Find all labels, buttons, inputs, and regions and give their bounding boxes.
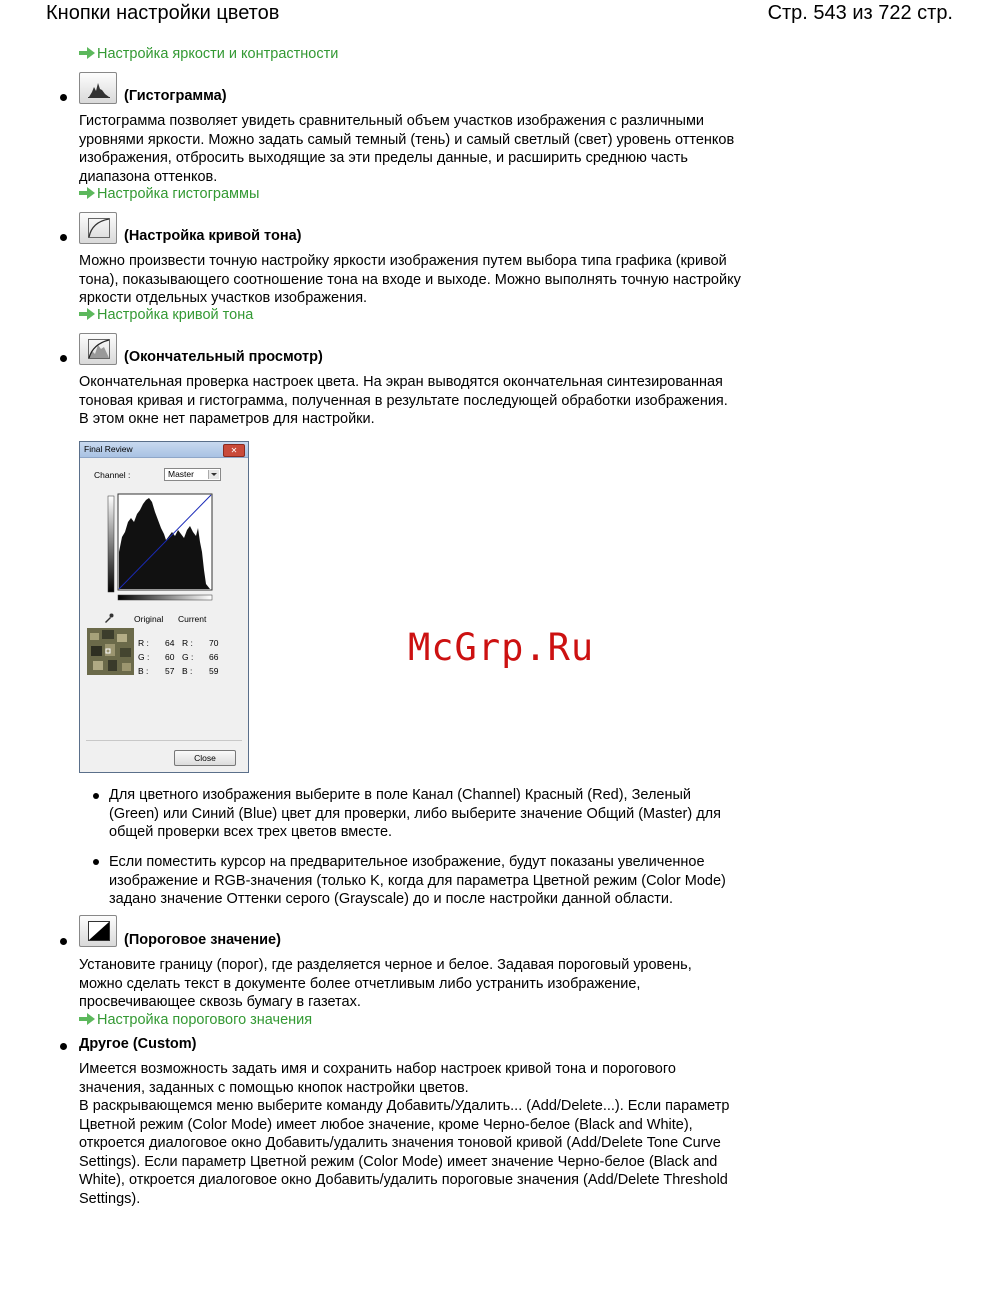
- bullet: [60, 94, 67, 101]
- section-heading-custom: Другое (Custom): [79, 1036, 197, 1052]
- threshold-button[interactable]: [79, 915, 117, 947]
- current-label: Current: [178, 614, 207, 624]
- sub-bullet: [93, 859, 99, 865]
- section-heading-threshold: (Пороговое значение): [124, 932, 281, 948]
- cur-g-label: G :: [182, 652, 194, 662]
- link-label: Настройка кривой тона: [97, 307, 254, 323]
- cur-b-label: B :: [182, 666, 193, 676]
- threshold-icon: [88, 921, 110, 941]
- section-heading-tone-curve: (Настройка кривой тона): [124, 228, 302, 244]
- chevron-down-icon: [208, 470, 219, 479]
- orig-b-label: B :: [138, 666, 149, 676]
- channel-note: Для цветного изображения выберите в поле Канал (Channel) Красный (Red), Зеленый (Green) или Синий (Blue) цвет для проверки, либо выберите значение Общий (Master) для общей проверки всех трех цветов вместе.: [109, 787, 721, 840]
- close-icon[interactable]: ✕: [223, 444, 245, 457]
- cur-r-label: R :: [182, 638, 193, 648]
- orig-g-label: G :: [138, 652, 150, 662]
- arrow-right-icon: [79, 1013, 95, 1025]
- bullet: [60, 938, 67, 945]
- arrow-right-icon: [79, 47, 95, 59]
- link-tone-curve-settings[interactable]: [79, 307, 253, 323]
- histogram-icon: [88, 78, 110, 98]
- link-label: Настройка яркости и контрастности: [97, 46, 339, 62]
- histogram-button[interactable]: [79, 72, 117, 104]
- preview-thumbnail: [87, 628, 134, 675]
- channel-value: Master: [168, 469, 194, 479]
- eyedropper-icon[interactable]: [104, 613, 114, 623]
- arrow-right-icon: [79, 308, 95, 320]
- link-label: Настройка гистограммы: [97, 186, 260, 202]
- channel-label: Channel :: [94, 470, 131, 480]
- watermark: McGrp.Ru: [408, 626, 595, 669]
- link-threshold-settings[interactable]: [79, 1012, 312, 1028]
- final-review-description: Окончательная проверка настроек цвета. На экран выводятся окончательная синтезированная тоновая кривая и гистограмма, полученная в результате последующей обработки изображения. В этом окне нет параметров для настройки.: [79, 374, 728, 427]
- histogram-curve-graph: [106, 492, 214, 604]
- section-heading-final-review: (Окончательный просмотр): [124, 349, 323, 365]
- bullet: [60, 1043, 67, 1050]
- sub-bullet: [93, 793, 99, 799]
- orig-r-label: R :: [138, 638, 149, 648]
- orig-b-value: 57: [165, 666, 175, 676]
- page-number: Стр. 543 из 722 стр.: [767, 2, 953, 24]
- cur-g-value: 66: [209, 652, 219, 662]
- final-review-dialog: [79, 441, 249, 773]
- orig-r-value: 64: [165, 638, 175, 648]
- divider: [86, 740, 242, 741]
- tone-curve-description: Можно произвести точную настройку яркости изображения путем выбора типа графика (кривой тона), показывающего соотношение тона на входе и выходе. Можно выполнять точную настройку яркости отдельных участков изображения.: [79, 253, 741, 306]
- bullet: [60, 234, 67, 241]
- threshold-description: Установите границу (порог), где разделяется черное и белое. Задавая пороговый уровень, можно сделать текст в документе более отчетливым либо устранить изображение, просвечивающее сквозь бумагу в газетах.: [79, 957, 692, 1010]
- cur-r-value: 70: [209, 638, 219, 648]
- channel-select[interactable]: [164, 468, 221, 481]
- custom-description: Имеется возможность задать имя и сохранить набор настроек кривой тона и порогового значения, заданных с помощью кнопок настройки цветов. В раскрывающемся меню выберите команду Добавить/Удалить... (Add/Delete...). Если параметр Цветной режим (Color Mode) имеет любое значение, кроме Черно-белое (Black and White), откроется диалоговое окно Добавить/удалить значения тоновой кривой (Add/Delete Tone Curve Settings). Если параметр Цветной режим (Color Mode) имеет значение Черно-белое (Black and White), откроется диалоговое окно Добавить/удалить пороговые значения (Add/Delete Threshold Settings).: [79, 1061, 730, 1207]
- section-heading-histogram: (Гистограмма): [124, 88, 227, 104]
- dialog-titlebar: [80, 442, 248, 458]
- close-button[interactable]: Close: [174, 750, 236, 766]
- arrow-right-icon: [79, 187, 95, 199]
- orig-g-value: 60: [165, 652, 175, 662]
- cur-b-value: 59: [209, 666, 219, 676]
- link-label: Настройка порогового значения: [97, 1012, 313, 1028]
- final-review-icon: [88, 339, 110, 359]
- cursor-note: Если поместить курсор на предварительное изображение, будут показаны увеличенное изображение и RGB-значения (только K, когда для параметра Цветной режим (Color Mode) задано значение Оттенки серого (Grayscale) до и после настройки данной области.: [109, 854, 726, 907]
- page-title: Кнопки настройки цветов: [46, 2, 280, 24]
- tone-curve-icon: [88, 218, 110, 238]
- histogram-description: Гистограмма позволяет увидеть сравнительный объем участков изображения с различными уровнями яркости. Можно задать самый темный (тень) и самый светлый (свет) уровень оттенков изображения, отбросить выходящие за эти пределы данные, и расширить среднюю часть диапазона оттенков.: [79, 113, 735, 185]
- dialog-title: Final Review: [84, 444, 133, 454]
- original-label: Original: [134, 614, 164, 624]
- final-review-button[interactable]: [79, 333, 117, 365]
- tone-curve-button[interactable]: [79, 212, 117, 244]
- link-brightness-contrast[interactable]: [79, 46, 338, 62]
- link-histogram-settings[interactable]: [79, 186, 259, 202]
- bullet: [60, 355, 67, 362]
